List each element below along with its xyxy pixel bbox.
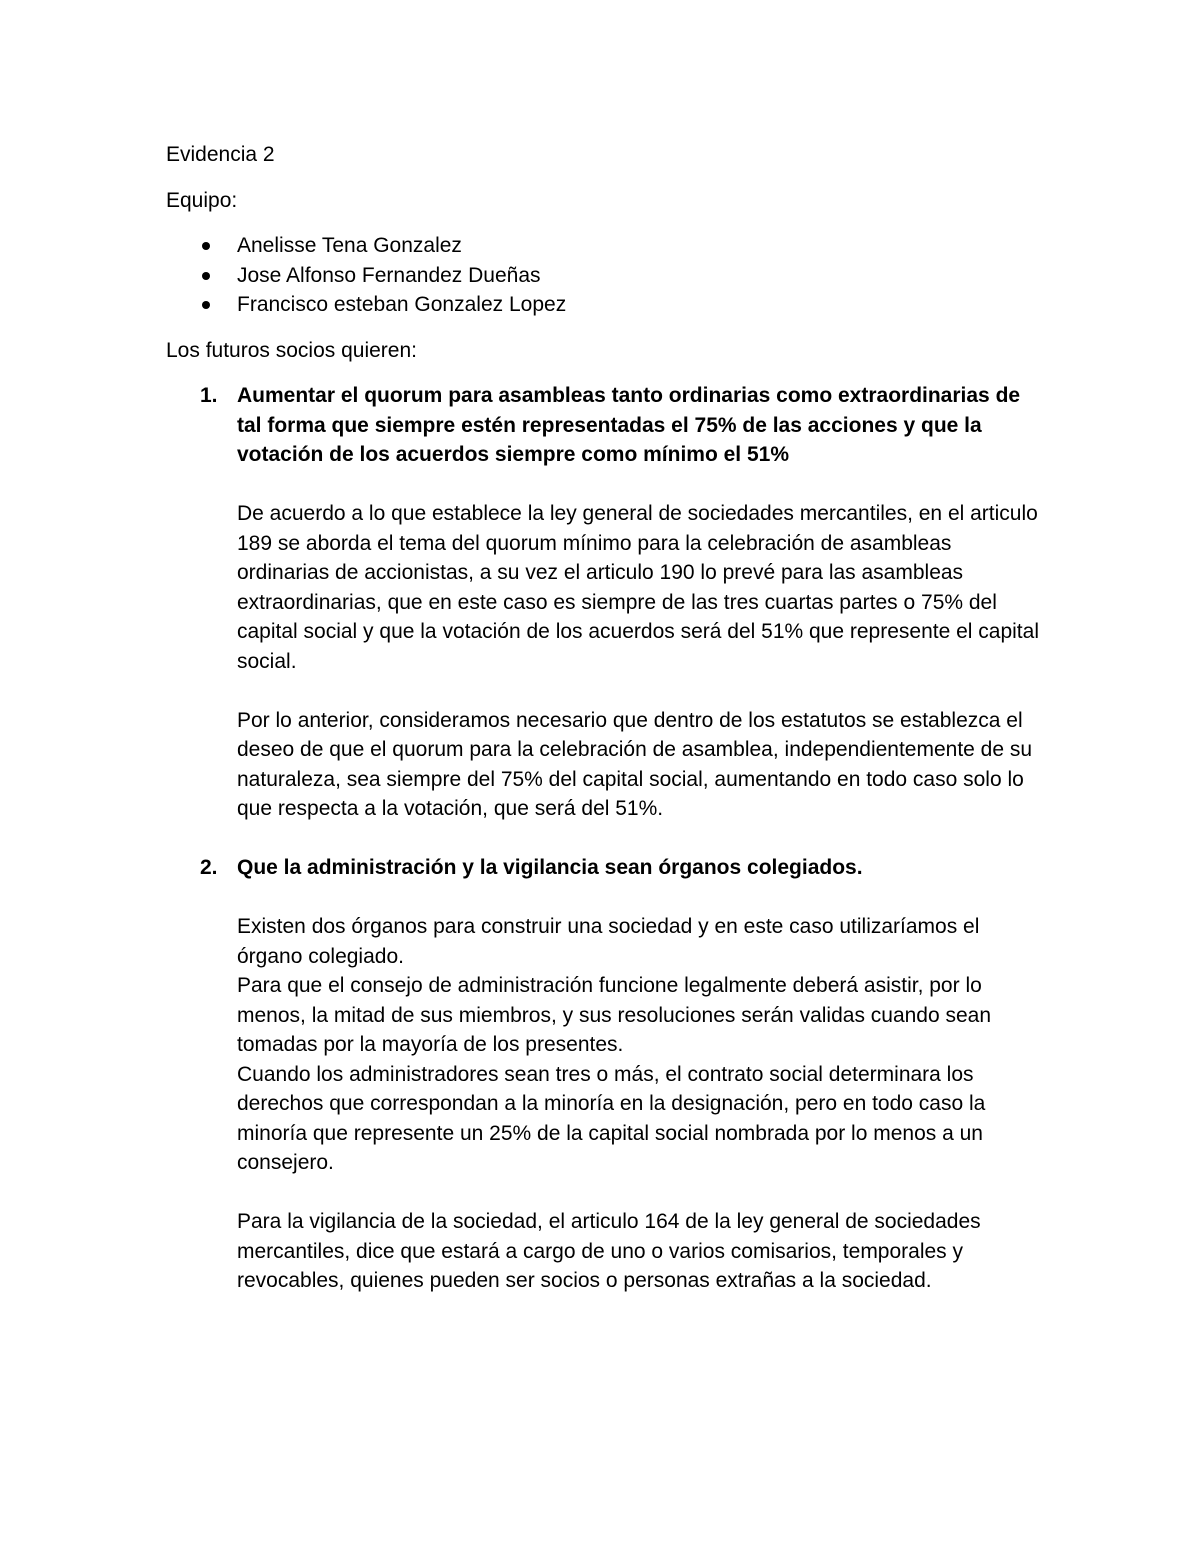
item-heading: Que la administración y la vigilancia sean órganos colegiados. <box>237 856 863 879</box>
document-body <box>166 140 1046 1325</box>
item-closing-paragraph: Para la vigilancia de la sociedad, el articulo 164 de la ley general de sociedades mercantiles, dice que estará a cargo de uno o varios comisarios, temporales y revocables, quienes pueden ser socios o personas extrañas a la sociedad. <box>237 1210 981 1292</box>
item-paragraph: De acuerdo a lo que establece la ley general de sociedades mercantiles, en el articulo 189 se aborda el tema del quorum mínimo para la celebración de asambleas ordinarias de accionistas, a su vez el articulo 190 lo prevé para las asambleas extraordinarias, que en este caso es siempre de las tres cuartas partes o 75% del capital social y que la votación de los acuerdos será del 51% que represente el capital social. <box>237 502 1039 673</box>
team-list <box>166 231 1046 320</box>
team-member <box>166 231 1046 261</box>
bullet-icon <box>202 301 210 309</box>
item-heading: Aumentar el quorum para asambleas tanto ordinarias como extraordinarias de tal forma que siempre estén representadas el 75% de las acciones y que la votación de los acuerdos siempre como mínimo el 51% <box>237 384 1021 466</box>
item-paragraph: Por lo anterior, consideramos necesario que dentro de los estatutos se establezca el deseo de que el quorum para la celebración de asamblea, independientemente de su naturaleza, sea siempre del 75% del capital social, aumentando en todo caso solo lo que respecta a la votación, que será del 51%. <box>237 708 1033 820</box>
requirement-item <box>166 853 1046 1296</box>
team-member-name: Anelisse Tena Gonzalez <box>237 234 462 257</box>
item-paragraph-block <box>237 912 1046 1178</box>
team-member-name: Jose Alfonso Fernandez Dueñas <box>237 263 541 287</box>
intro-text: Los futuros socios quieren: <box>166 338 417 362</box>
item-paragraph-line: Para que el consejo de administración funcione legalmente deberá asistir, por lo menos, la mitad de sus miembros, y sus resoluciones serán validas cuando sean tomadas por la mayoría de los presentes. <box>237 974 992 1056</box>
team-member-name: Francisco esteban Gonzalez Lopez <box>237 293 567 316</box>
bullet-icon <box>202 272 210 280</box>
team-member <box>166 290 1046 320</box>
item-number: 2. <box>200 856 218 879</box>
team-label: Equipo: <box>166 188 238 212</box>
requirements-list <box>166 381 1046 1296</box>
document-title: Evidencia 2 <box>166 143 275 166</box>
requirement-item <box>166 381 1046 824</box>
team-member <box>166 261 1046 291</box>
item-paragraph-line: Existen dos órganos para construir una sociedad y en este caso utilizaríamos el órgano colegiado. <box>237 915 980 968</box>
item-number: 1. <box>200 384 218 407</box>
item-paragraph-line: Cuando los administradores sean tres o más, el contrato social determinara los derechos que correspondan a la minoría en la designación, pero en todo caso la minoría que represente un 25% de la capital social nombrada por lo menos a un consejero. <box>237 1062 986 1174</box>
bullet-icon <box>202 242 210 250</box>
